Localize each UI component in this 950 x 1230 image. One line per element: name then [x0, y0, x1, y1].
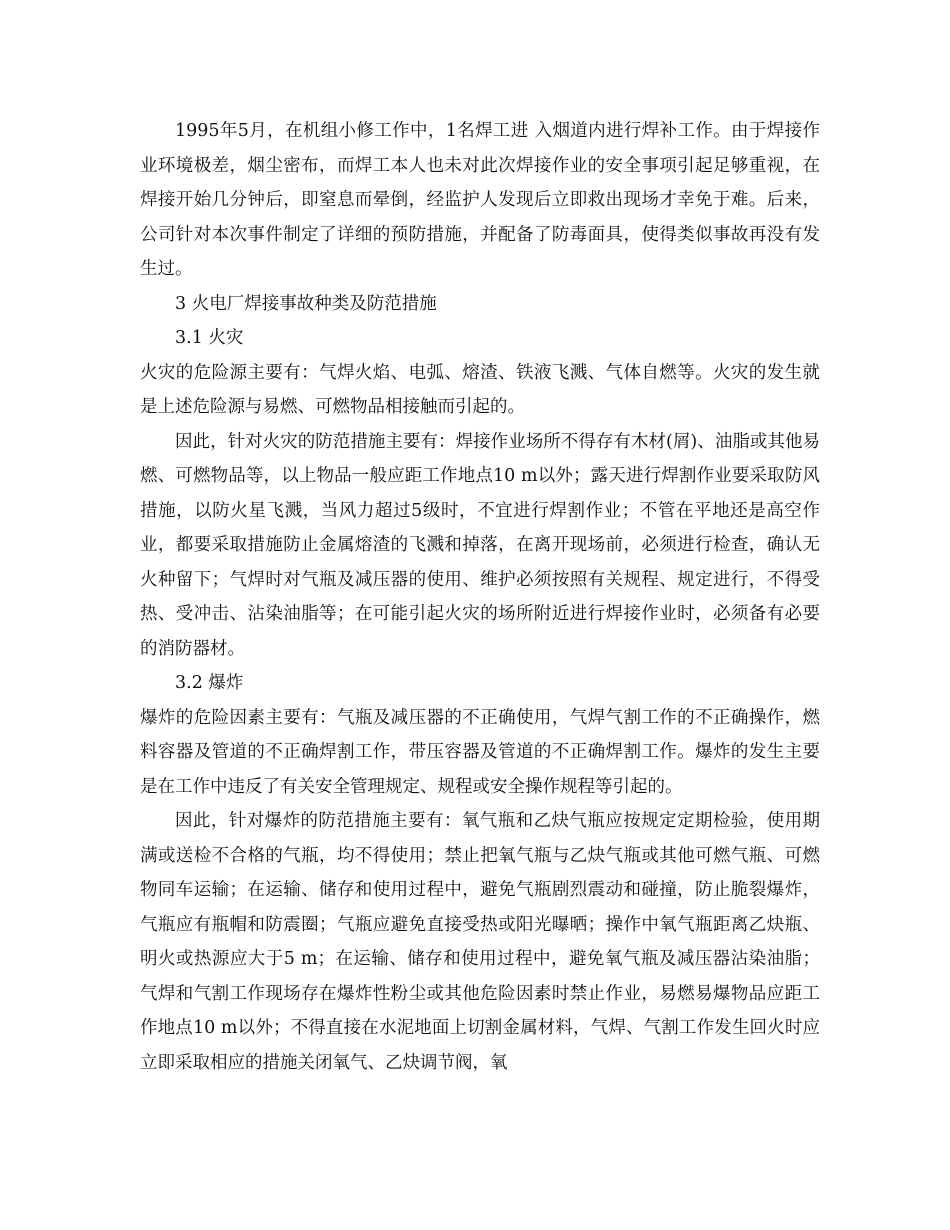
subsection-heading-3-2: 3.2 爆炸 [175, 673, 244, 693]
paragraph-fire-hazards: 火灾的危险源主要有：气焊火焰、电弧、熔渣、铁液飞溅、气体自燃等。火灾的发生就是上述危险源与易燃、可燃物品相接触而引起的。 [140, 362, 820, 417]
paragraph-explosion-measures: 因此，针对爆炸的防范措施主要有：氧气瓶和乙炔气瓶应按规定定期检验，使用期满或送检不合格的气瓶，均不得使用；禁止把氧气瓶与乙炔气瓶或其他可燃气瓶、可燃物同车运输；在运输、储存和使用过程中，避免气瓶剧烈震动和碰撞，防止脆裂爆炸，气瓶应有瓶帽和防震圈；气瓶应避免直接受热或阳光曝晒；操作中氧气瓶距离乙炔瓶、明火或热源应大于5 m；在运输、储存和使用过程中，避免氧气瓶及减压器沾染油脂；气焊和气割工作现场存在爆炸性粉尘或其他危险因素时禁止作业，易燃易爆物品应距工作地点10 m以外；不得直接在水泥地面上切割金属材料，气焊、气割工作发生回火时应立即采取相应的措施关闭氧气、乙炔调节阀，氧 [140, 811, 820, 1073]
paragraph-1995-incident: 1995年5月，在机组小修工作中，1名焊工进 入烟道内进行焊补工作。由于焊接作业环境极差，烟尘密布，而焊工本人也未对此次焊接作业的安全事项引起足够重视，在焊接开始几分钟后，即窒息而晕倒，经监护人发现后立即救出现场才幸免于难。后来，公司针对本次事件制定了详细的预防措施，并配备了防毒面具，使得类似事故再没有发生过。 [140, 121, 820, 279]
paragraph-explosion-hazards: 爆炸的危险因素主要有：气瓶及减压器的不正确使用，气焊气割工作的不正确操作，燃料容器及管道的不正确焊割工作，带压容器及管道的不正确焊割工作。爆炸的发生主要是在工作中违反了有关安全管理规定、规程或安全操作规程等引起的。 [140, 707, 820, 797]
paragraph-fire-measures: 因此，针对火灾的防范措施主要有：焊接作业场所不得存有木材(屑)、油脂或其他易燃、可燃物品等，以上物品一般应距工作地点10 m以外；露天进行焊割作业要采取防风措施，以防火星飞溅，当风力超过5级时，不宜进行焊割作业；不管在平地还是高空作业，都要采取措施防止金属熔渣的飞溅和掉落，在离开现场前，必须进行检查，确认无火种留下；气焊时对气瓶及减压器的使用、维护必须按照有关规程、规定进行，不得受热、受冲击、沾染油脂等；在可能引起火灾的场所附近进行焊接作业时，必须备有必要的消防器材。 [140, 431, 820, 659]
section-heading-3: 3 火电厂焊接事故种类及防范措施 [175, 293, 437, 314]
document-body [140, 114, 820, 1080]
subsection-heading-3-1: 3.1 火灾 [175, 328, 244, 348]
